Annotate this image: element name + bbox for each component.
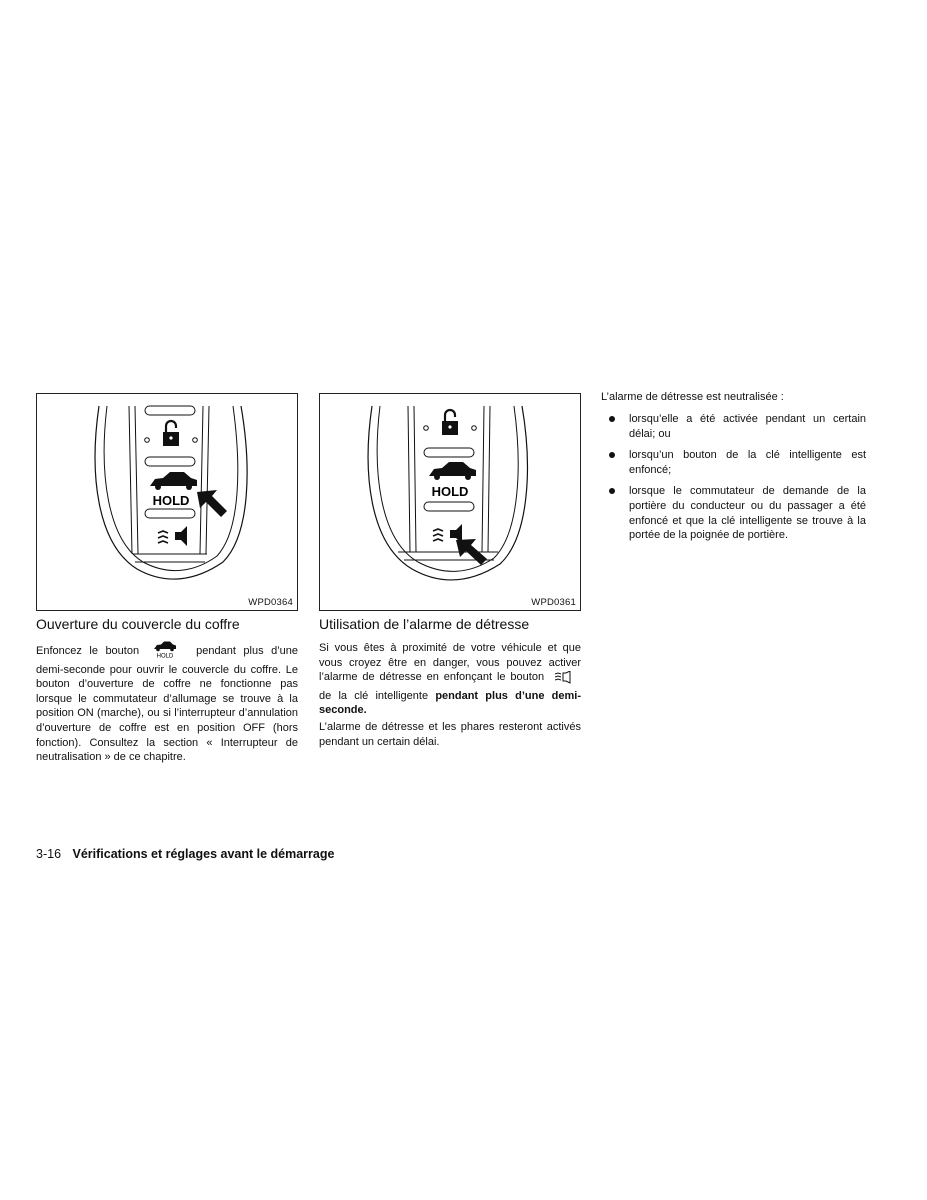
figure-trunk-button [36, 393, 298, 611]
panic-paragraph-1: Si vous êtes à proximité de votre véhicule et que vous croyez être en danger, vous pouvez activer l’alarme de détresse en enfonçant le bouton de la clé intelligente pendant plus d’une demi-seconde. [319, 642, 581, 717]
list-item: lorsque le commutateur de demande de la portière du conducteur ou du passager a été enfoncé et que la clé intelligente se trouve à la portée de la poignée de portière. [598, 484, 866, 542]
section-heading-panic: Utilisation de l’alarme de détresse [319, 616, 530, 632]
chapter-title: Vérifications et réglages avant le démarrage [72, 847, 335, 861]
bullet-icon [609, 452, 615, 458]
neutralization-intro: L’alarme de détresse est neutralisée : [601, 391, 784, 403]
hold-label: HOLD [431, 484, 469, 499]
pointer-arrow [197, 490, 227, 517]
figure-code: WPD0361 [531, 597, 576, 608]
svg-text:HOLD: HOLD [156, 653, 173, 658]
car-trunk-hold-icon [151, 641, 177, 663]
section-heading-trunk: Ouverture du couvercle du coffre [36, 616, 240, 632]
page-footer [36, 847, 334, 861]
list-item: lorsqu’un bouton de la clé intelligente est enfoncé; [598, 448, 866, 477]
trunk-paragraph: Enfoncez le bouton HOLD pendant plus d’une demi-seconde pour ouvrir le couvercle du coffre. Le bouton d’ouverture de coffre ne fonctionne pas lorsque le commutateur d’allumage se trouve à la position ON (marche), ou si l’interrupteur d’annulation d’ouverture de coffre est en position OFF (hors fonction). Consultez la section « Interrupteur de neutralisation » de ce chapitre. [36, 641, 298, 765]
bullet-icon [609, 488, 615, 494]
page-number: 3-16 [36, 847, 62, 861]
bullet-icon [609, 416, 615, 422]
figure-panic-button [319, 393, 581, 611]
car-trunk-icon [150, 472, 197, 490]
unlock-icon [145, 421, 198, 446]
figure-code: WPD0364 [248, 597, 293, 608]
hold-label: HOLD [152, 493, 190, 508]
panic-alarm-icon [555, 671, 571, 689]
panic-paragraph-2: L’alarme de détresse et les phares resteront activés pendant un certain délai. [319, 721, 581, 748]
car-trunk-icon [429, 462, 476, 480]
neutralization-list [598, 412, 866, 550]
list-item: lorsqu’elle a été activée pendant un certain délai; ou [598, 412, 866, 441]
unlock-icon [424, 410, 477, 435]
key-fob-illustration [320, 394, 580, 610]
panic-alarm-icon [158, 526, 187, 546]
key-fob-illustration [37, 394, 297, 610]
